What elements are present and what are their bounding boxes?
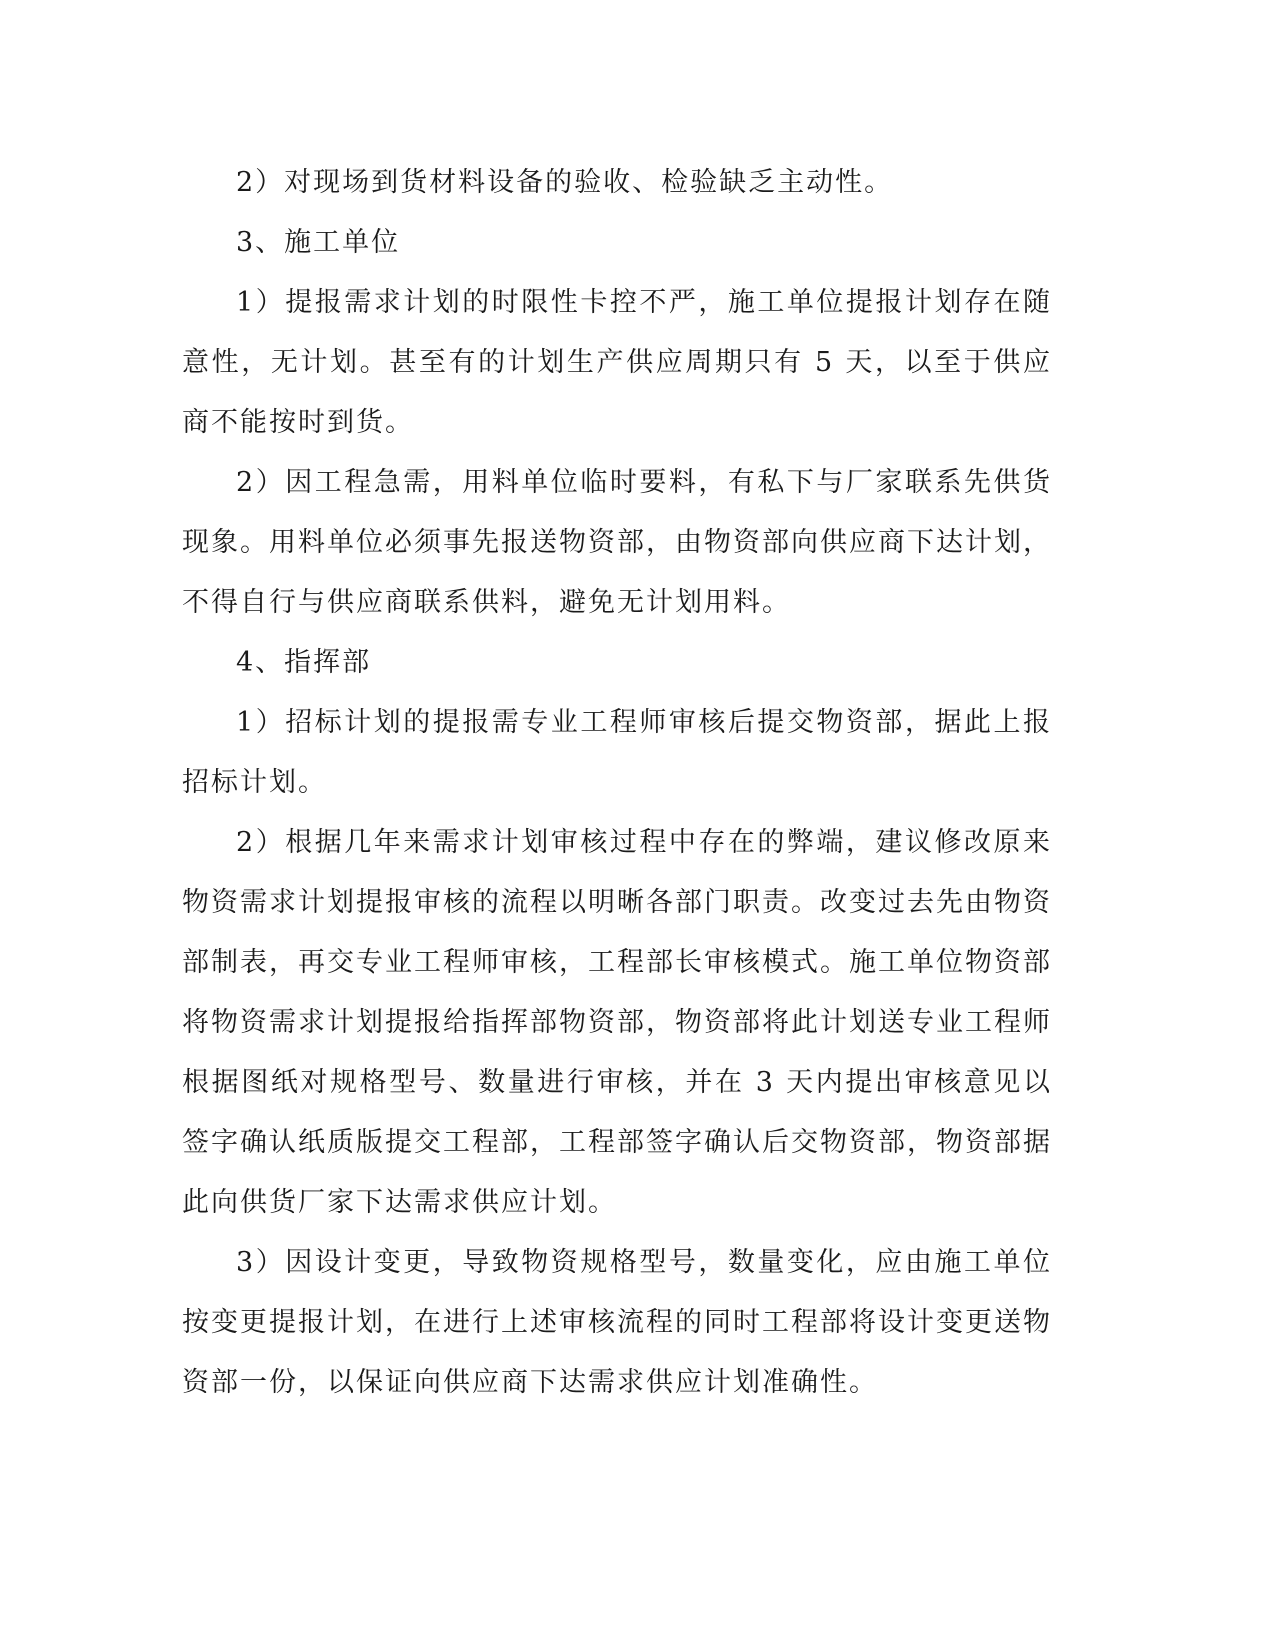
paragraph-plan-timeliness: 1）提报需求计划的时限性卡控不严，施工单位提报计划存在随意性，无计划。甚至有的计划生产供应周期只有 5 天，以至于供应商不能按时到货。: [182, 287, 1052, 438]
heading-construction-unit: 3、施工单位: [236, 227, 401, 258]
paragraph-inspection-issue: 2）对现场到货材料设备的验收、检验缺乏主动性。: [236, 167, 894, 198]
heading-headquarters: 4、指挥部: [236, 647, 372, 678]
paragraph-design-change: 3）因设计变更，导致物资规格型号，数量变化，应由施工单位按变更提报计划，在进行上述审核流程的同时工程部将设计变更送物资部一份，以保证向供应商下达需求供应计划准确性。: [182, 1247, 1052, 1398]
paragraph-urgent-materials: 2）因工程急需，用料单位临时要料，有私下与厂家联系先供货现象。用料单位必须事先报送物资部，由物资部向供应商下达计划，不得自行与供应商联系供料，避免无计划用料。: [182, 467, 1052, 618]
paragraph-review-process: 2）根据几年来需求计划审核过程中存在的弊端，建议修改原来物资需求计划提报审核的流程以明晰各部门职责。改变过去先由物资部制表，再交专业工程师审核，工程部长审核模式。施工单位物资部将物资需求计划提报给指挥部物资部，物资部将此计划送专业工程师根据图纸对规格型号、数量进行审核，并在 3 天内提出审核意见以签字确认纸质版提交工程部，工程部签字确认后交物资部，物资部据此向供货厂家下达需求供应计划。: [182, 827, 1052, 1218]
paragraph-tender-plan: 1）招标计划的提报需专业工程师审核后提交物资部，据此上报招标计划。: [182, 707, 1052, 798]
document-body: [182, 153, 1052, 1413]
